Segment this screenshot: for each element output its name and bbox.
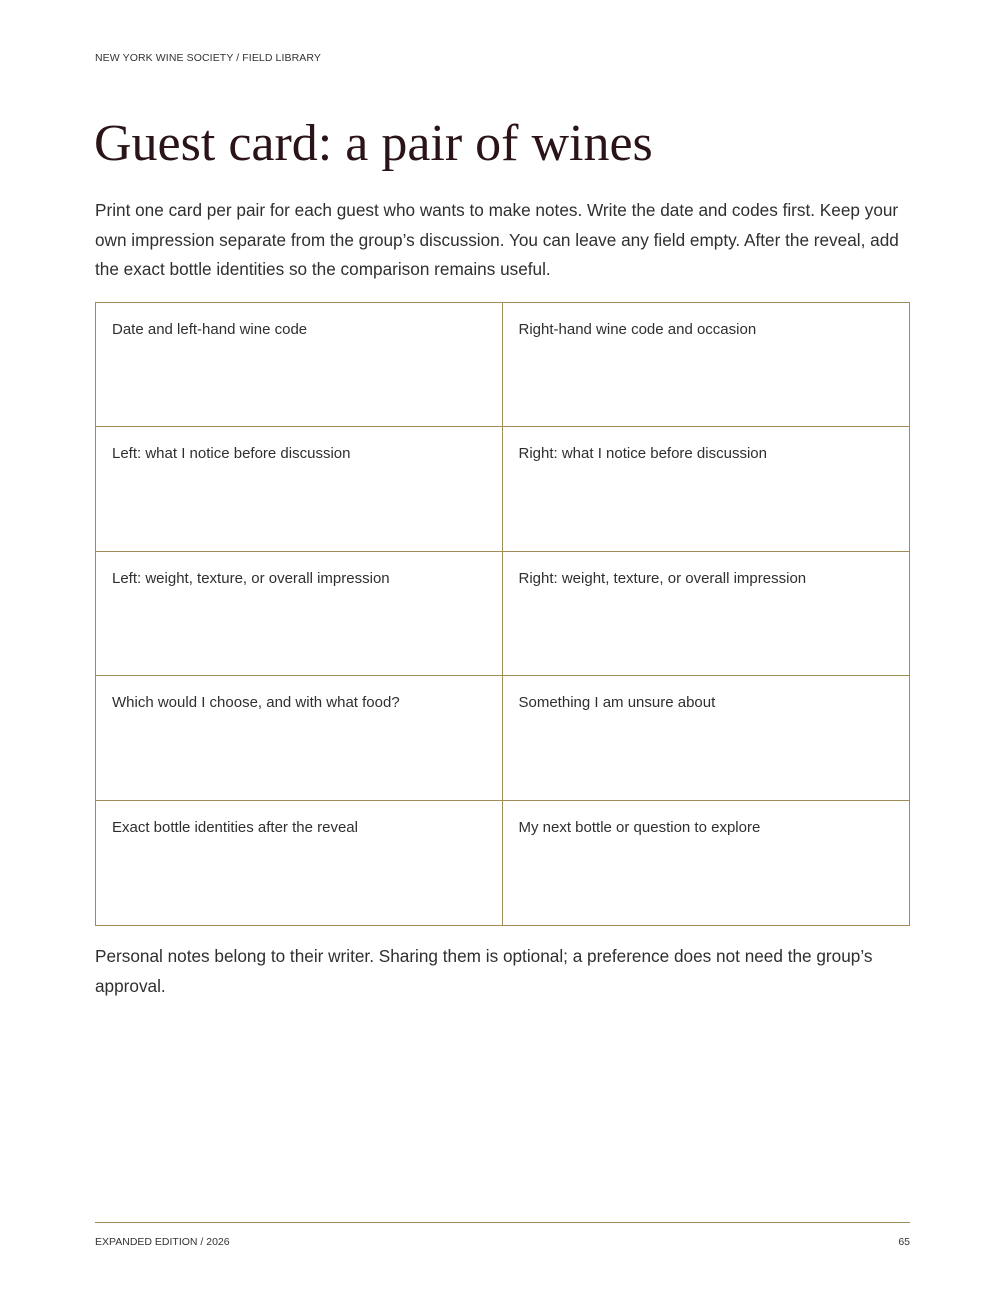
- field-date-left-code: Date and left-hand wine code: [96, 303, 503, 427]
- guest-card-table: [95, 302, 910, 926]
- page-number: 65: [898, 1236, 910, 1248]
- field-right-notice: Right: what I notice before discussion: [503, 427, 910, 551]
- field-choice-food: Which would I choose, and with what food?: [96, 676, 503, 800]
- closing-note: Personal notes belong to their writer. Sharing them is optional; a preference does not need the group’s approval.: [95, 946, 873, 996]
- field-left-notice: Left: what I notice before discussion: [96, 427, 503, 551]
- page-title: Guest card: a pair of wines: [94, 115, 653, 172]
- field-right-code-occasion: Right-hand wine code and occasion: [503, 303, 910, 427]
- field-left-impression: Left: weight, texture, or overall impression: [96, 552, 503, 676]
- field-next-bottle: My next bottle or question to explore: [518, 818, 761, 836]
- running-head: NEW YORK WINE SOCIETY / FIELD LIBRARY: [95, 52, 321, 64]
- footer-divider: [95, 1222, 910, 1223]
- field-unsure: Something I am unsure about: [503, 676, 910, 800]
- field-bottle-identities: Exact bottle identities after the reveal: [96, 801, 503, 925]
- field-right-impression: Right: weight, texture, or overall impression: [503, 552, 910, 676]
- footer-edition: EXPANDED EDITION / 2026: [95, 1236, 230, 1248]
- intro-paragraph: Print one card per pair for each guest who wants to make notes. Write the date and codes first. Keep your own impression separate from the group’s discussion. You can leave any field empty. After the reveal, add the exact bottle identities so the comparison remains useful.: [95, 200, 899, 279]
